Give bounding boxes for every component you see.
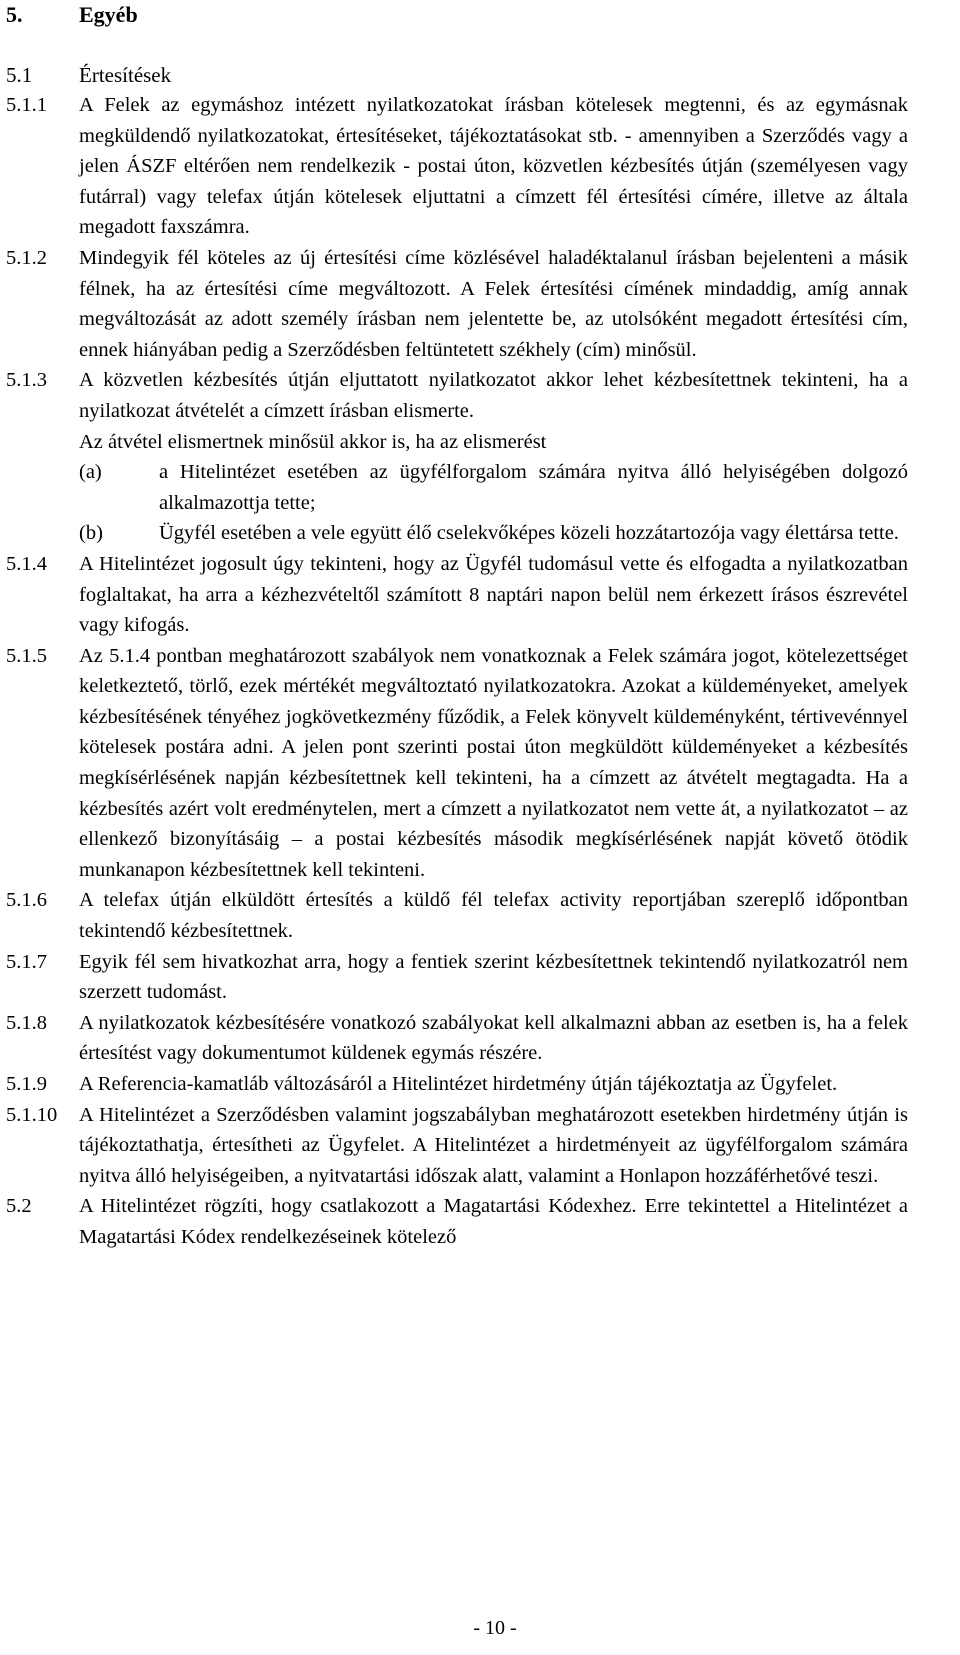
clause-5-2 xyxy=(6,1191,908,1252)
clause-number: 5.1.5 xyxy=(6,644,47,667)
clause-text: A Felek az egymáshoz intézett nyilatkozatokat írásban kötelesek megtenni, és az egymásnak megküldendő nyilatkozatokat, értesítéseket, tájékoztatásokat stb. - amennyiben a Szerződés vagy a jelen ÁSZF eltérően nem rendelkezik - postai úton, közvetlen kézbesítés útján (személyesen vagy futárral) vagy telefax útján kötelesek eljuttatni a címzett fél értesítési címére, illetve az általa megadott faxszámra. xyxy=(79,94,908,239)
clause-number: 5.1.4 xyxy=(6,552,47,575)
clause-extra-text: Az átvétel elismertnek minősül akkor is, ha az elismerést xyxy=(79,430,547,453)
clause-text: Mindegyik fél köteles az új értesítési címe közlésével haladéktalanul írásban bejelenteni a másik félnek, ha az értesítési címe megváltozott. A Felek értesítési címének mindaddig, amíg annak megváltozását az adott személy írásban nem jelentette be, az utolsóként megadott értesítési cím, ennek hiányában pedig a Szerződésben feltüntetett székhely (cím) minősül. xyxy=(79,246,908,361)
clause-text: A nyilatkozatok kézbesítésére vonatkozó szabályokat kell alkalmazni abban az esetben is, ha a felek értesítést vagy dokumentumot küldenek egymás részére. xyxy=(79,1011,908,1065)
sub-item-text: a Hitelintézet esetében az ügyfélforgalom számára nyitva álló helyiségében dolgozó alkalmazottja tette; xyxy=(159,461,908,514)
sub-item-b xyxy=(79,518,908,549)
clause-text: A telefax útján elküldött értesítés a küldő fél telefax activity reportjában szereplő időpontban tekintendő kézbesítettnek. xyxy=(79,889,908,943)
subsection-number: 5.1 xyxy=(6,63,33,87)
page-number: - 10 - xyxy=(473,1617,517,1639)
clause-body xyxy=(79,365,908,549)
subsection-heading xyxy=(6,60,908,90)
sub-item-text: Ügyfél esetében a vele együtt élő cselekvőképes közeli hozzátartozója vagy élettársa tette. xyxy=(159,522,899,545)
clause-text: A közvetlen kézbesítés útján eljuttatott nyilatkozatot akkor lehet kézbesítettnek tekinteni, ha a nyilatkozat átvételét a címzett írásban elismerte. xyxy=(79,369,908,422)
clause-number: 5.1.3 xyxy=(6,369,47,392)
clause-number: 5.1.7 xyxy=(6,950,47,973)
clause-5-1-8 xyxy=(6,1008,908,1069)
clause-text: Egyik fél sem hivatkozhat arra, hogy a fentiek szerint kézbesítettnek tekintendő nyilatkozatról nem szerzett tudomást. xyxy=(79,950,908,1004)
clause-number: 5.1.2 xyxy=(6,246,47,269)
section-number: 5. xyxy=(6,2,23,27)
clause-5-1-1 xyxy=(6,90,908,243)
clause-number: 5.2 xyxy=(6,1195,32,1218)
clause-5-1-7 xyxy=(6,947,908,1008)
clause-number: 5.1.10 xyxy=(6,1103,58,1126)
document-page xyxy=(6,0,908,1253)
clause-number: 5.1.8 xyxy=(6,1011,47,1034)
clause-number: 5.1.1 xyxy=(6,94,47,116)
clause-5-1-2 xyxy=(6,243,908,365)
clause-5-1-5 xyxy=(6,641,908,886)
clause-5-1-3 xyxy=(6,365,908,549)
clause-text: A Hitelintézet a Szerződésben valamint jogszabályban meghatározott esetekben hirdetmény útján is tájékoztathatja, értesítheti az Ügyfelet. A Hitelintézet a hirdetményeit az ügyfélforgalom számára nyitva álló helyiségeiben, a nyitvatartási időszak alatt, valamint a Honlapon hozzáférhetővé teszi. xyxy=(79,1103,908,1187)
clause-text: A Hitelintézet jogosult úgy tekinteni, hogy az Ügyfél tudomásul vette és elfogadta a nyilatkozatban foglaltakat, ha arra a kézhezvételtől számított 8 naptári napon belül nem érkezett írásos észrevétel vagy kifogás. xyxy=(79,552,908,637)
clause-text: Az 5.1.4 pontban meghatározott szabályok nem vonatkoznak a Felek számára jogot, kötelezettséget keletkeztető, törlő, ezek mértékét megváltoztató nyilatkozatokra. Azokat a küldeményeket, amelyek kézbesítésének tényéhez jogkövetkezmény fűződik, a Felek könyvelt küldeményként, tértivevénnyel kötelesek postára adni. A jelen pont szerinti postai úton megküldött küldeményeket a kézbesítés megkísérlésének napján kézbesítettnek kell tekinteni, ha a címzett az átvételt megtagadta. Ha a kézbesítés azért volt eredménytelen, mert a címzett a nyilatkozatot nem vette át, a nyilatkozatot – az ellenkező bizonyításáig – a postai kézbesítés második megkísérlésének napját követő ötödik munkanapon kézbesítettnek kell tekinteni. xyxy=(79,644,908,881)
subsection-title: Értesítések xyxy=(79,63,172,87)
clause-5-1-4 xyxy=(6,549,908,641)
clause-text: A Referencia-kamatláb változásáról a Hitelintézet hirdetmény útján tájékoztatja az Ügyfelet. xyxy=(79,1073,838,1095)
clause-number: 5.1.6 xyxy=(6,889,47,912)
section-heading xyxy=(6,0,908,30)
sub-item-label: (b) xyxy=(79,522,103,545)
sub-item-label: (a) xyxy=(79,461,102,484)
clause-5-1-10 xyxy=(6,1100,908,1192)
clause-5-1-9 xyxy=(6,1069,908,1100)
sub-item-a xyxy=(79,457,908,518)
section-title: Egyéb xyxy=(79,2,138,27)
clause-text: A Hitelintézet rögzíti, hogy csatlakozott a Magatartási Kódexhez. Erre tekintettel a Hitelintézet a Magatartási Kódex rendelkezéseinek kötelező xyxy=(79,1195,908,1248)
clause-5-1-6 xyxy=(6,885,908,946)
clause-number: 5.1.9 xyxy=(6,1073,47,1095)
